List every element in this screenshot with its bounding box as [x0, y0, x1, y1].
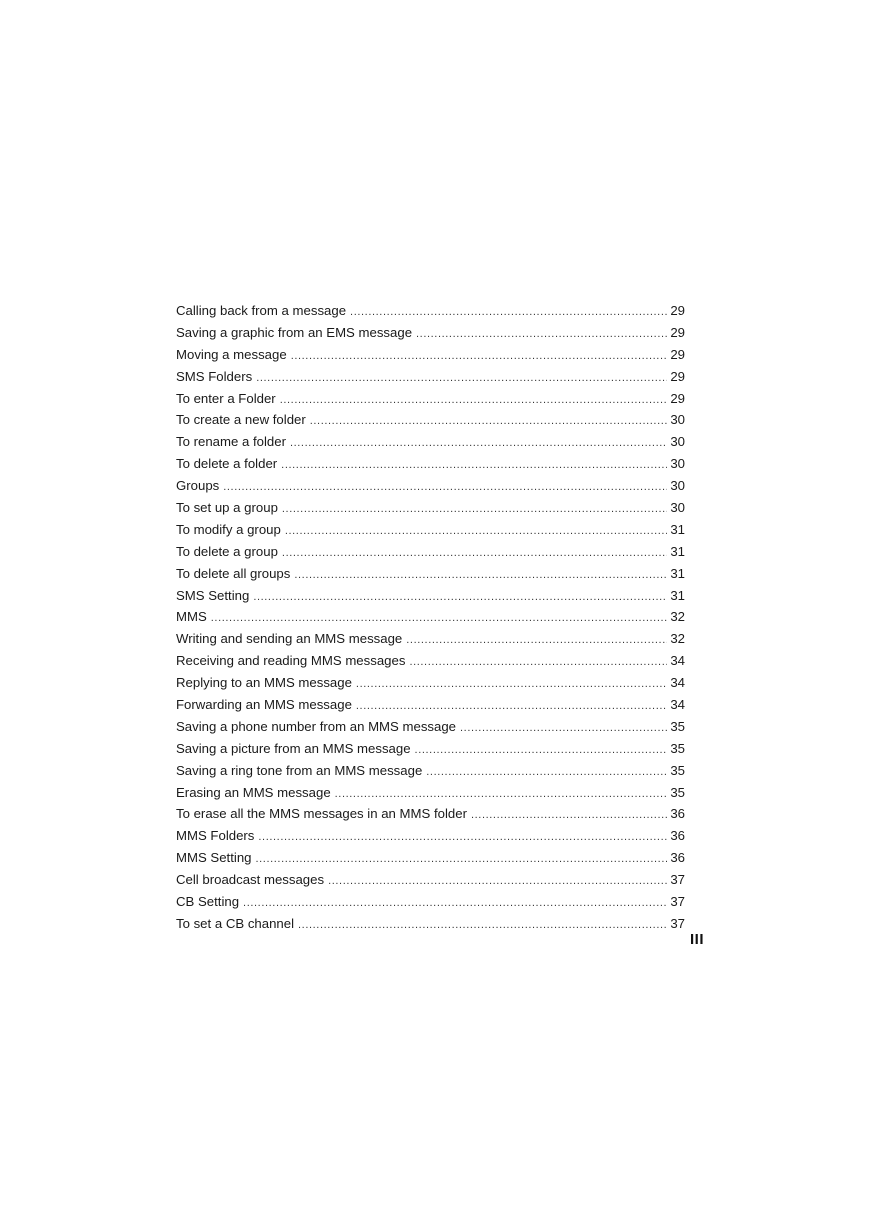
- toc-entry: [176, 431, 685, 453]
- toc-entry-page: 35: [670, 784, 685, 800]
- toc-entry: [176, 803, 685, 825]
- toc-entry: [176, 869, 685, 891]
- toc-entry-page: 31: [670, 565, 685, 581]
- toc-entry-page: 36: [670, 828, 685, 844]
- dot-leader: [294, 565, 667, 587]
- dot-leader: [290, 433, 667, 455]
- toc-entry-page: 29: [670, 368, 685, 384]
- toc-entry-page: 31: [670, 543, 685, 559]
- toc-entry-page: 29: [670, 324, 685, 340]
- toc-entry: [176, 322, 685, 344]
- dot-leader: [356, 674, 667, 696]
- toc-entry: [176, 409, 685, 431]
- toc-entry-title: To enter a Folder: [176, 390, 276, 406]
- dot-leader: [282, 543, 667, 565]
- toc-entry-page: 37: [670, 872, 685, 888]
- dot-leader: [256, 368, 667, 390]
- toc-entry-title: MMS: [176, 609, 207, 625]
- dot-leader: [416, 324, 667, 346]
- toc-entry: [176, 606, 685, 628]
- toc-entry-title: Cell broadcast messages: [176, 872, 325, 888]
- dot-leader: [415, 740, 667, 762]
- dot-leader: [223, 477, 667, 499]
- toc-entry-title: Groups: [176, 478, 220, 494]
- toc-entry-title: Writing and sending an MMS message: [176, 631, 403, 647]
- dot-leader: [426, 762, 667, 784]
- toc-entry: [176, 519, 685, 541]
- toc-entry: [176, 475, 685, 497]
- toc-entry-page: 29: [670, 303, 685, 318]
- table-of-contents: [176, 300, 685, 935]
- dot-leader: [258, 827, 667, 849]
- toc-entry: [176, 541, 685, 563]
- toc-entry-title: To delete a folder: [176, 456, 278, 472]
- dot-leader: [350, 302, 667, 324]
- toc-entry-page: 29: [670, 390, 685, 406]
- toc-entry-title: Saving a picture from an MMS message: [176, 740, 411, 756]
- toc-entry: [176, 628, 685, 650]
- toc-entry-title: To delete all groups: [176, 565, 291, 581]
- toc-entry-page: 30: [670, 478, 685, 494]
- toc-entry-page: 30: [670, 412, 685, 428]
- toc-entry: [176, 585, 685, 607]
- toc-entry: [176, 366, 685, 388]
- dot-leader: [335, 784, 667, 806]
- toc-entry: [176, 497, 685, 519]
- dot-leader: [406, 630, 667, 652]
- toc-entry-title: Saving a ring tone from an MMS message: [176, 762, 423, 778]
- toc-entry-page: 34: [670, 697, 685, 713]
- toc-entry: [176, 782, 685, 804]
- toc-entry-title: To set a CB channel: [176, 915, 295, 931]
- toc-entry-page: 32: [670, 609, 685, 625]
- toc-entry-page: 30: [670, 456, 685, 472]
- dot-leader: [253, 587, 667, 609]
- toc-entry: [176, 716, 685, 738]
- toc-entry-page: 30: [670, 500, 685, 516]
- toc-entry-title: Replying to an MMS message: [176, 675, 352, 691]
- toc-entry: [176, 913, 685, 935]
- toc-entry-page: 36: [670, 850, 685, 866]
- dot-leader: [310, 411, 667, 433]
- dot-leader: [328, 871, 667, 893]
- toc-entry-title: To erase all the MMS messages in an MMS folder: [176, 806, 467, 822]
- toc-entry-page: 30: [670, 434, 685, 450]
- toc-entry-title: To rename a folder: [176, 434, 286, 450]
- toc-entry-page: 29: [670, 346, 685, 362]
- toc-entry-title: Forwarding an MMS message: [176, 697, 352, 713]
- toc-entry-page: 35: [670, 740, 685, 756]
- toc-entry-title: To create a new folder: [176, 412, 306, 428]
- toc-entry: [176, 891, 685, 913]
- toc-entry: [176, 825, 685, 847]
- toc-entry: [176, 563, 685, 585]
- toc-entry-title: Erasing an MMS message: [176, 784, 331, 800]
- toc-entry-page: 34: [670, 675, 685, 691]
- toc-entry: [176, 847, 685, 869]
- dot-leader: [256, 849, 668, 871]
- toc-entry-title: Moving a message: [176, 346, 287, 362]
- toc-entry: [176, 344, 685, 366]
- toc-entry-title: SMS Folders: [176, 368, 253, 384]
- toc-entry-title: Saving a phone number from an MMS message: [176, 718, 457, 734]
- toc-entry: [176, 650, 685, 672]
- toc-entry-title: MMS Setting: [176, 850, 252, 866]
- toc-entry-page: 34: [670, 653, 685, 669]
- toc-entry: [176, 300, 685, 322]
- dot-leader: [409, 652, 667, 674]
- toc-entry-title: To modify a group: [176, 521, 281, 537]
- dot-leader: [285, 521, 667, 543]
- dot-leader: [211, 608, 667, 630]
- dot-leader: [243, 893, 667, 915]
- toc-entry: [176, 672, 685, 694]
- dot-leader: [471, 805, 667, 827]
- toc-entry-page: 35: [670, 762, 685, 778]
- toc-entry-page: 37: [670, 894, 685, 910]
- toc-entry: [176, 694, 685, 716]
- dot-leader: [460, 718, 667, 740]
- dot-leader: [356, 696, 667, 718]
- toc-entry-page: 31: [670, 521, 685, 537]
- toc-entry-title: MMS Folders: [176, 828, 255, 844]
- page-number: III: [690, 931, 705, 948]
- toc-entry-page: 37: [670, 915, 685, 931]
- toc-entry: [176, 388, 685, 410]
- toc-entry-title: Saving a graphic from an EMS message: [176, 324, 413, 340]
- toc-entry: [176, 453, 685, 475]
- toc-entry-title: Receiving and reading MMS messages: [176, 653, 406, 669]
- toc-entry-page: 36: [670, 806, 685, 822]
- dot-leader: [281, 455, 667, 477]
- toc-entry-title: SMS Setting: [176, 587, 250, 603]
- dot-leader: [282, 499, 667, 521]
- toc-entry-page: 32: [670, 631, 685, 647]
- toc-entry-title: Calling back from a message: [176, 303, 347, 318]
- dot-leader: [298, 915, 667, 937]
- toc-entry-title: CB Setting: [176, 894, 240, 910]
- toc-entry-title: To set up a group: [176, 500, 278, 516]
- toc-entry: [176, 738, 685, 760]
- toc-entry-page: 35: [670, 718, 685, 734]
- toc-entry: [176, 760, 685, 782]
- toc-entry-page: 31: [670, 587, 685, 603]
- dot-leader: [280, 390, 667, 412]
- toc-entry-title: To delete a group: [176, 543, 278, 559]
- dot-leader: [291, 346, 667, 368]
